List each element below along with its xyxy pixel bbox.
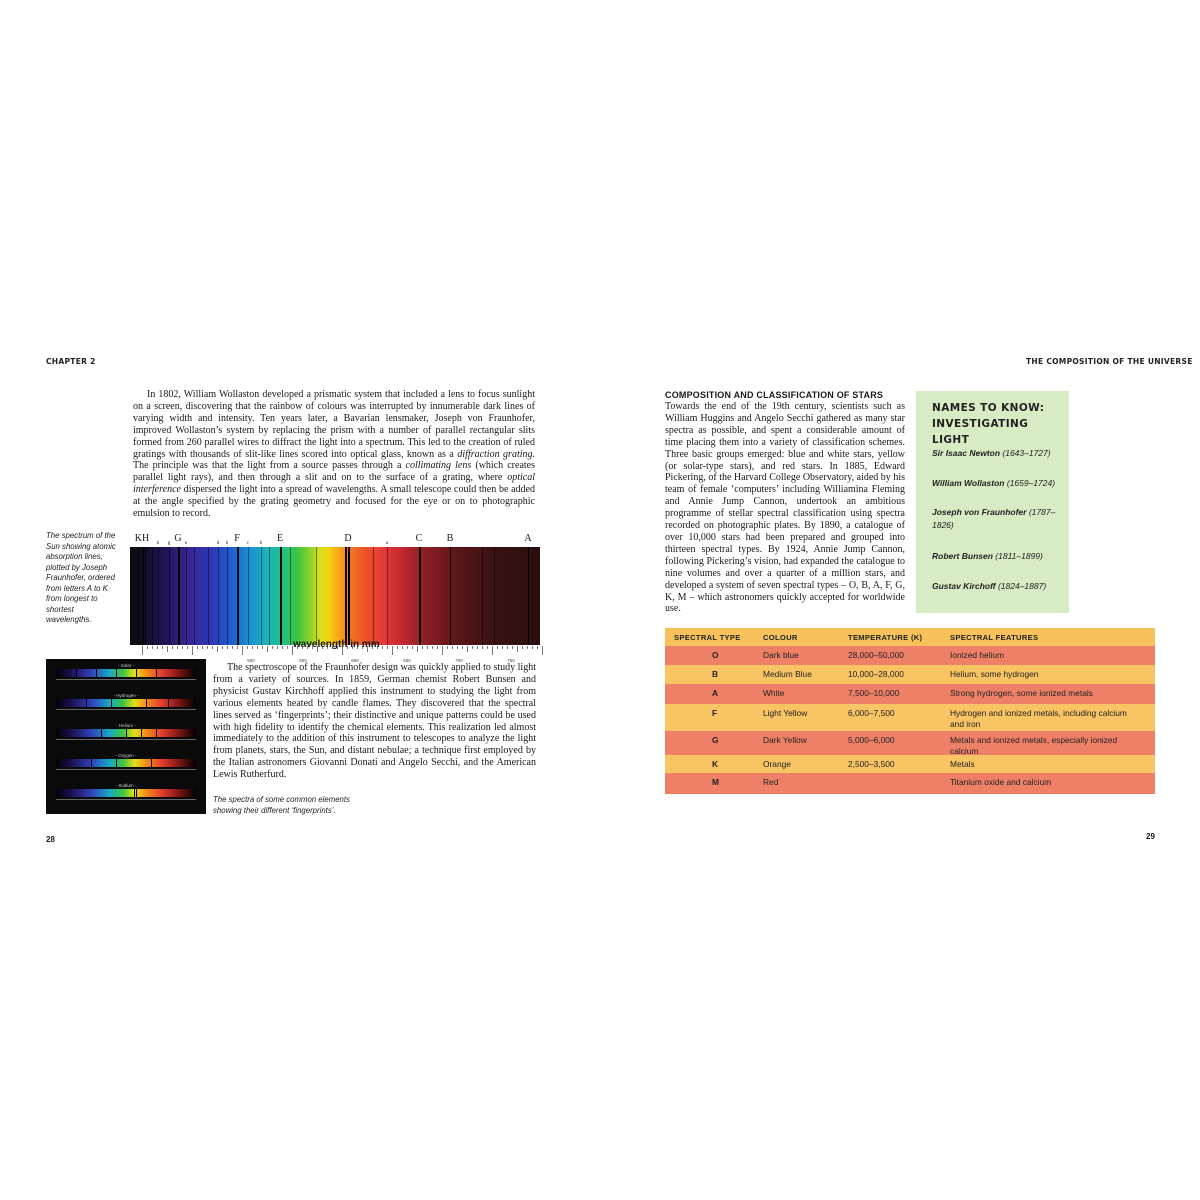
- scale-tick: [422, 646, 423, 649]
- scale-label: 500: [247, 658, 255, 663]
- scale-tick: [147, 646, 148, 649]
- scale-tick: [222, 646, 223, 649]
- scale-tick: [507, 646, 508, 649]
- fraunhofer-small-letter: a: [385, 541, 389, 546]
- absorption-line: [419, 547, 421, 645]
- element-spectrum-row: [50, 783, 202, 809]
- absorption-line: [158, 547, 159, 645]
- element-scale: [56, 739, 196, 743]
- scale-tick: [272, 646, 273, 649]
- element-line: [101, 729, 102, 737]
- table-cell: 28,000–50,000: [848, 650, 904, 660]
- absorption-line: [494, 547, 495, 645]
- absorption-line: [178, 547, 180, 645]
- scale-tick: [182, 646, 183, 649]
- scale-tick: [417, 646, 418, 652]
- fraunhofer-small-letter: b: [259, 541, 263, 546]
- person-dates: (1811–1899): [995, 551, 1043, 561]
- element-spectrum-row: [50, 723, 202, 749]
- table-cell: A: [712, 688, 719, 698]
- scale-tick: [442, 646, 443, 655]
- scale-tick: [187, 646, 188, 649]
- person-name: Sir Isaac Newton: [932, 448, 1003, 458]
- table-cell: Hydrogen and ionized metals, including calcium and iron: [950, 708, 1127, 729]
- fraunhofer-small-letter: h: [156, 541, 160, 546]
- fraunhofer-letter: A: [524, 533, 532, 544]
- fraunhofer-letter: C: [415, 533, 423, 544]
- scale-tick: [467, 646, 468, 652]
- element-scale: [56, 799, 196, 803]
- absorption-line: [138, 547, 139, 645]
- element-line: [111, 699, 112, 707]
- table-row: [665, 665, 1155, 684]
- scale-tick: [412, 646, 413, 649]
- wavelength-axis-label: wavelength in mm: [293, 639, 380, 650]
- names-box-title-line1: NAMES TO KNOW:: [932, 402, 1045, 414]
- absorption-line: [248, 547, 249, 645]
- table-row: [665, 684, 1155, 704]
- absorption-line: [482, 547, 483, 645]
- element-spectrum-row: [50, 693, 202, 719]
- scale-tick: [142, 646, 143, 655]
- table-cell: 7,500–10,000: [848, 688, 900, 698]
- person-name: Robert Bunsen: [932, 551, 996, 561]
- element-line: [168, 699, 169, 707]
- scale-tick: [482, 646, 483, 649]
- elements-caption: The spectra of some common elements showing their different ‘fingerprints’.: [213, 795, 350, 815]
- table-cell: Metals and ionized metals, especially ionized calcium: [950, 735, 1118, 756]
- element-band: [56, 759, 196, 767]
- element-line: [134, 789, 135, 797]
- table-header-cell: COLOUR: [763, 633, 798, 642]
- person-name: William Wollaston: [932, 478, 1007, 488]
- person-dates: (1659–1724): [1006, 478, 1056, 488]
- scale-tick: [407, 646, 408, 649]
- element-name: - Solar -: [117, 663, 134, 668]
- chapter-title-header: THE COMPOSITION OF THE UNIVERSE: [1026, 357, 1193, 366]
- table-cell: 6,000–7,500: [848, 708, 895, 718]
- scale-tick: [242, 646, 243, 655]
- page-number-right: 29: [1146, 832, 1155, 841]
- element-line: [96, 669, 97, 677]
- table-cell: Dark Yellow: [763, 735, 807, 745]
- scale-tick: [527, 646, 528, 649]
- scale-tick: [437, 646, 438, 649]
- scale-tick: [472, 646, 473, 649]
- scale-tick: [252, 646, 253, 649]
- table-cell: Red: [763, 777, 779, 787]
- scale-tick: [177, 646, 178, 649]
- paragraph-spectroscope-text: The spectroscope of the Fraunhofer design was quickly applied to study light from a variety of sources. In 1859, German chemist Robert Bunsen and physicist Gustav Kirchhoff applied this instrument to studying the light from various elements heated by candle flames. They discovered that the spectral lines served as ‘fingerprints’; their distinctive and unique patterns could be used with high fidelity to identify the chemical elements. This realization led almost immediately to the addition of this instrument to telescopes to analyze the light from planets, stars, the Sun, and distant nebulae; a technique first employed by the Italian astronomers Giovanni Donati and Angelo Secchi, and the American Lewis Rutherfurd.: [213, 662, 536, 781]
- scale-label: 700: [455, 658, 463, 663]
- table-cell: Titanium oxide and calcium: [950, 777, 1052, 787]
- absorption-line: [373, 547, 374, 645]
- table-cell: Light Yellow: [763, 708, 808, 718]
- paragraph-classification-text: Towards the end of the 19th century, scientists such as William Huggins and Angelo Secchi gathered as many star spectra as possible, and spent a considerable amount of time placing them into a variety of classification schemes. Three basic groups emerged: blue and white stars, yellow (or solar-type stars), and red stars. In 1885, Edward Pickering, of the Harvard College Observatory, aided by his team of female ‘computers’ including Williamina Fleming and Annie Jump Cannon, undertook an ambitious programme of stellar spectral classification using spectra recorded on photographic plates. By 1890, a catalogue of over 10,000 stars had been prepared and grouped into thirteen spectral types. By 1924, Annie Jump Cannon, following Pickering’s vision, had expanded the catalogue to nine volumes and over a quarter of a million stars, and developed a system of seven spectral types – O, B, A, F, G, K, M – which astronomers quickly accepted for worldwide use.: [665, 401, 905, 615]
- person-name: Joseph von Fraunhofer: [932, 507, 1029, 517]
- table-header-cell: SPECTRAL FEATURES: [950, 633, 1039, 642]
- table-row: [665, 704, 1155, 731]
- fraunhofer-small-letter: g: [167, 541, 171, 546]
- scale-tick: [217, 646, 218, 652]
- names-list-item: [932, 506, 1062, 532]
- scale-tick: [382, 646, 383, 649]
- scale-tick: [197, 646, 198, 649]
- absorption-line: [145, 547, 146, 645]
- element-name: - Helium -: [116, 723, 136, 728]
- table-cell: Metals: [950, 759, 975, 769]
- scale-label: 600: [351, 658, 359, 663]
- scale-tick: [497, 646, 498, 649]
- table-cell: Medium Blue: [763, 669, 812, 679]
- absorption-line: [208, 547, 209, 645]
- scale-tick: [427, 646, 428, 649]
- element-line: [86, 699, 87, 707]
- element-scale: [56, 769, 196, 773]
- element-name: - Sodium -: [115, 783, 137, 788]
- table-cell: Orange: [763, 759, 791, 769]
- absorption-line: [290, 547, 291, 645]
- absorption-line: [387, 547, 388, 645]
- scale-tick: [502, 646, 503, 649]
- scale-tick: [287, 646, 288, 649]
- scale-tick: [492, 646, 493, 655]
- scale-tick: [167, 646, 168, 652]
- paragraph-wollaston: [133, 389, 535, 520]
- scale-tick: [537, 646, 538, 649]
- table-cell: F: [712, 708, 718, 718]
- scale-tick: [157, 646, 158, 649]
- absorption-line: [450, 547, 451, 645]
- scale-tick: [542, 646, 543, 655]
- scale-tick: [392, 646, 393, 655]
- table-header-cell: SPECTRAL TYPE: [674, 633, 741, 642]
- fraunhofer-small-letter: d: [216, 541, 220, 546]
- absorption-line: [194, 547, 195, 645]
- table-cell: B: [712, 669, 719, 679]
- scale-tick: [432, 646, 433, 649]
- absorption-line: [152, 547, 153, 645]
- scale-tick: [262, 646, 263, 649]
- fraunhofer-letter: KH: [134, 533, 150, 544]
- table-cell: Dark blue: [763, 650, 799, 660]
- scale-tick: [402, 646, 403, 649]
- table-cell: O: [712, 650, 719, 660]
- scale-tick: [452, 646, 453, 649]
- table-cell: 5,000–6,000: [848, 735, 895, 745]
- paragraph-wollaston-text: In 1802, William Wollaston developed a prismatic system that included a lens to focus sunlight on a screen, discovering that the rainbow of colours was interrupted by innumerable dark lines of varying width and intensity. Ten years later, a Bavarian lensmaker, Joseph von Fraunhofer, improved Wollaston’s system by replacing the prism with a number of parallel rectangular slits formed from 260 parallel wires to diffract the light into a spectrum. This led to the creation of ruled gratings with thousands of slit-like lines scored into optical glass, known as a diffraction grating. The principle was that the light from a source passes through a collimating lens (which creates parallel light rays), and then through a slit and on to the surface of a grating, where optical interference dispersed the light into a spread of wavelengths. A small telescope could then be added at the angle specified by the grating geometry and focused for the eye or on to photographic emulsion to record.: [133, 389, 536, 520]
- solar-spectrum-figure: [130, 533, 540, 673]
- element-line: [91, 759, 92, 767]
- scale-tick: [282, 646, 283, 649]
- scale-tick: [517, 646, 518, 652]
- absorption-line: [237, 547, 239, 645]
- absorption-line: [269, 547, 270, 645]
- element-name: - Hydrogen -: [113, 693, 139, 698]
- table-cell: Strong hydrogen, some ionized metals: [950, 688, 1093, 698]
- table-row: [665, 731, 1155, 755]
- element-line: [146, 699, 147, 707]
- element-line: [156, 669, 157, 677]
- element-line: [136, 789, 137, 797]
- names-list-item: [932, 550, 1062, 563]
- element-spectra-panel: [46, 659, 206, 814]
- fraunhofer-small-letter: c: [246, 541, 250, 546]
- scale-tick: [277, 646, 278, 649]
- names-list-item: [932, 580, 1062, 593]
- scale-tick: [512, 646, 513, 649]
- fraunhofer-letter: B: [446, 533, 454, 544]
- fraunhofer-letter: F: [234, 533, 240, 544]
- absorption-line: [261, 547, 262, 645]
- table-cell: Ionized helium: [950, 650, 1005, 660]
- scale-tick: [477, 646, 478, 649]
- element-spectrum-row: [50, 663, 202, 689]
- table-cell: G: [712, 735, 719, 745]
- scale-tick: [202, 646, 203, 649]
- scale-tick: [462, 646, 463, 649]
- person-name: Gustav Kirchoff: [932, 581, 998, 591]
- page-number-left: 28: [46, 835, 55, 844]
- element-spectrum-row: [50, 753, 202, 779]
- element-line: [136, 669, 137, 677]
- element-band: [56, 729, 196, 737]
- absorption-line: [345, 547, 347, 645]
- scale-tick: [397, 646, 398, 649]
- absorption-line: [280, 547, 282, 645]
- element-line: [156, 729, 157, 737]
- scale-tick: [447, 646, 448, 649]
- table-row: [665, 646, 1155, 665]
- scale-tick: [212, 646, 213, 649]
- element-line: [76, 669, 77, 677]
- table-row: [665, 755, 1155, 773]
- scale-tick: [162, 646, 163, 649]
- absorption-line: [218, 547, 219, 645]
- spectrum-caption: The spectrum of the Sun showing atomic absorption lines, plotted by Joseph Fraunhofer, ordered from letters A to K from longest to shortest wavelengths.: [46, 531, 116, 624]
- paragraph-classification: [665, 401, 905, 615]
- element-line: [141, 729, 142, 737]
- scale-tick: [487, 646, 488, 649]
- person-dates: (1643–1727): [1002, 448, 1051, 458]
- table-cell: Helium, some hydrogen: [950, 669, 1039, 679]
- fraunhofer-letter: G: [174, 533, 182, 544]
- scale-tick: [227, 646, 228, 649]
- absorption-line: [142, 547, 144, 645]
- chapter-header: CHAPTER 2: [46, 357, 96, 366]
- scale-tick: [532, 646, 533, 649]
- table-cell: White: [763, 688, 785, 698]
- scale-tick: [522, 646, 523, 649]
- paragraph-spectroscope: [213, 662, 536, 781]
- fraunhofer-letter: E: [276, 533, 284, 544]
- scale-label: 650: [403, 658, 411, 663]
- scale-tick: [247, 646, 248, 649]
- section-title: COMPOSITION AND CLASSIFICATION OF STARS: [665, 390, 884, 400]
- element-band: [56, 669, 196, 677]
- absorption-line: [348, 547, 350, 645]
- fraunhofer-letter: D: [344, 533, 352, 544]
- scale-tick: [387, 646, 388, 649]
- fraunhofer-small-letter: b: [225, 541, 229, 546]
- scale-tick: [232, 646, 233, 649]
- names-list-item: [932, 477, 1062, 490]
- fraunhofer-small-letter: e: [184, 541, 188, 546]
- scale-tick: [192, 646, 193, 655]
- scale-label: 550: [299, 658, 307, 663]
- names-to-know-box: [916, 391, 1069, 613]
- table-header-cell: TEMPERATURE (K): [848, 633, 923, 642]
- element-scale: [56, 679, 196, 683]
- element-line: [116, 669, 117, 677]
- scale-label: 750: [507, 658, 515, 663]
- element-band: [56, 699, 196, 707]
- element-line: [126, 729, 127, 737]
- element-name: - Oxygen -: [115, 753, 137, 758]
- names-list-item: [932, 447, 1062, 460]
- scale-tick: [267, 646, 268, 652]
- element-line: [151, 759, 152, 767]
- person-dates: (1787–1826): [932, 507, 1056, 530]
- element-line: [116, 759, 117, 767]
- person-dates: (1824–1887): [997, 581, 1047, 591]
- table-cell: M: [712, 777, 719, 787]
- table-cell: K: [712, 759, 719, 769]
- absorption-line: [169, 547, 170, 645]
- scale-tick: [172, 646, 173, 649]
- absorption-line: [227, 547, 228, 645]
- table-cell: 10,000–28,000: [848, 669, 904, 679]
- scale-tick: [152, 646, 153, 649]
- scale-tick: [207, 646, 208, 649]
- absorption-line: [186, 547, 187, 645]
- solar-spectrum-bar: [130, 547, 540, 645]
- absorption-line: [316, 547, 317, 645]
- scale-tick: [257, 646, 258, 649]
- table-header-row: [665, 628, 1155, 646]
- table-cell: 2,500–3,500: [848, 759, 895, 769]
- scale-tick: [237, 646, 238, 649]
- scale-tick: [457, 646, 458, 649]
- names-box-title-line2: INVESTIGATING LIGHT: [932, 418, 1029, 446]
- absorption-line: [528, 547, 529, 645]
- table-row: [665, 773, 1155, 794]
- element-band: [56, 789, 196, 797]
- element-scale: [56, 709, 196, 713]
